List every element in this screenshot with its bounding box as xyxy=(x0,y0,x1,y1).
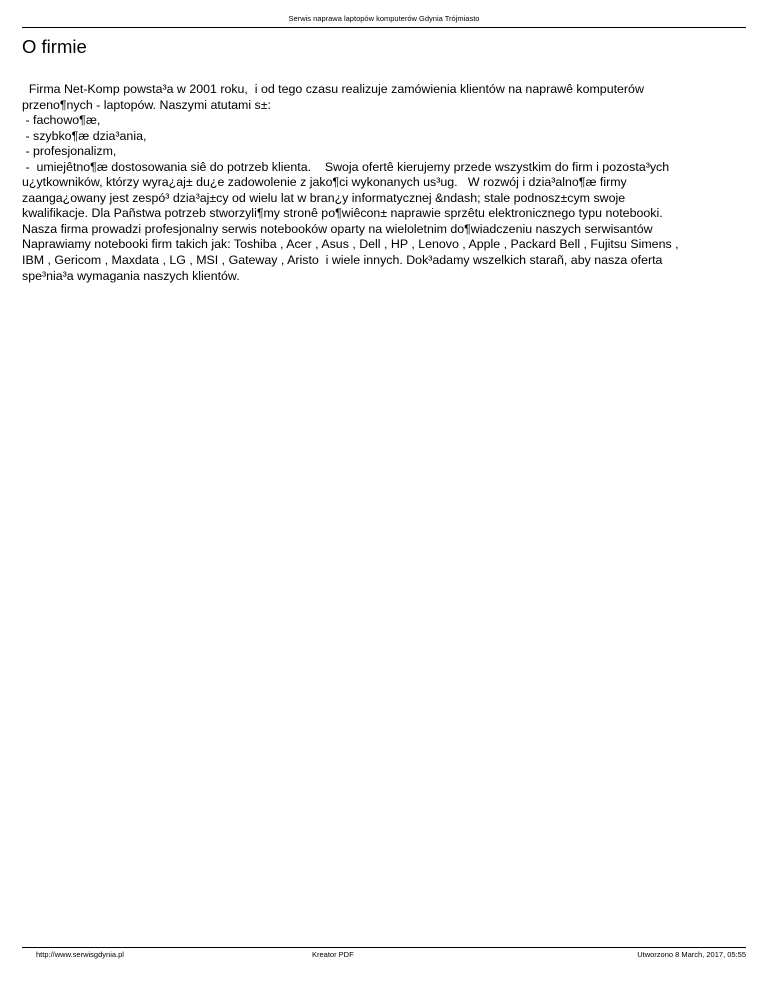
body-line: - fachowo¶æ, xyxy=(22,113,101,128)
body-line: kwalifikacje. Dla Pañstwa potrzeb stworzyli¶my stronê po¶wiêcon± naprawie sprzêtu elektronicznego typu notebooki. xyxy=(22,206,663,221)
body-line: Nasza firma prowadzi profesjonalny serwis notebooków oparty na wieloletnim do¶wiadczeniu naszych serwisantów xyxy=(22,221,653,236)
body-line: - profesjonalizm, xyxy=(22,144,117,159)
body-line: Firma Net-Komp powsta³a w 2001 roku, i od tego czasu realizuje zamówienia klientów na naprawê komputerów xyxy=(22,82,644,96)
body-line: - umiejêtno¶æ dostosowania siê do potrzeb klienta. Swoja ofertê kierujemy przede wszystkim do firm i pozosta³ych xyxy=(22,159,670,174)
body-line: - szybko¶æ dzia³ania, xyxy=(22,128,147,143)
body-line: spe³nia³a wymagania naszych klientów. xyxy=(22,268,240,283)
footer-divider xyxy=(22,947,746,948)
footer-generator: Kreator PDF xyxy=(312,950,354,959)
footer-created-date: Utworzono 8 March, 2017, 05:55 xyxy=(637,950,746,959)
footer-url-link[interactable]: http://www.serwisgdynia.pl xyxy=(36,950,124,959)
page-title: O firmie xyxy=(22,36,87,57)
body-line: przeno¶nych - laptopów. Naszymi atutami s±: xyxy=(22,97,271,112)
page-header-title: Serwis naprawa laptopów komputerów Gdynia Trójmiasto xyxy=(288,14,480,23)
page-footer xyxy=(22,950,746,962)
header-divider xyxy=(22,27,746,28)
body-text xyxy=(22,82,742,284)
body-line: u¿ytkowników, którzy wyra¿aj± du¿e zadowolenie z jako¶ci wykonanych us³ug. W rozwój i dzia³alno¶æ firmy xyxy=(22,175,627,190)
body-line: Naprawiamy notebooki firm takich jak: Toshiba , Acer , Asus , Dell , HP , Lenovo , Apple , Packard Bell , Fujitsu Simens , xyxy=(22,237,679,252)
body-line: zaanga¿owany jest zespó³ dzia³aj±cy od wielu lat w bran¿y informatycznej &ndash; stale podnosz±cym swoje xyxy=(22,190,626,205)
body-line: IBM , Gericom , Maxdata , LG , MSI , Gateway , Aristo i wiele innych. Dok³adamy wszelkich starañ, aby nasza oferta xyxy=(22,253,663,268)
